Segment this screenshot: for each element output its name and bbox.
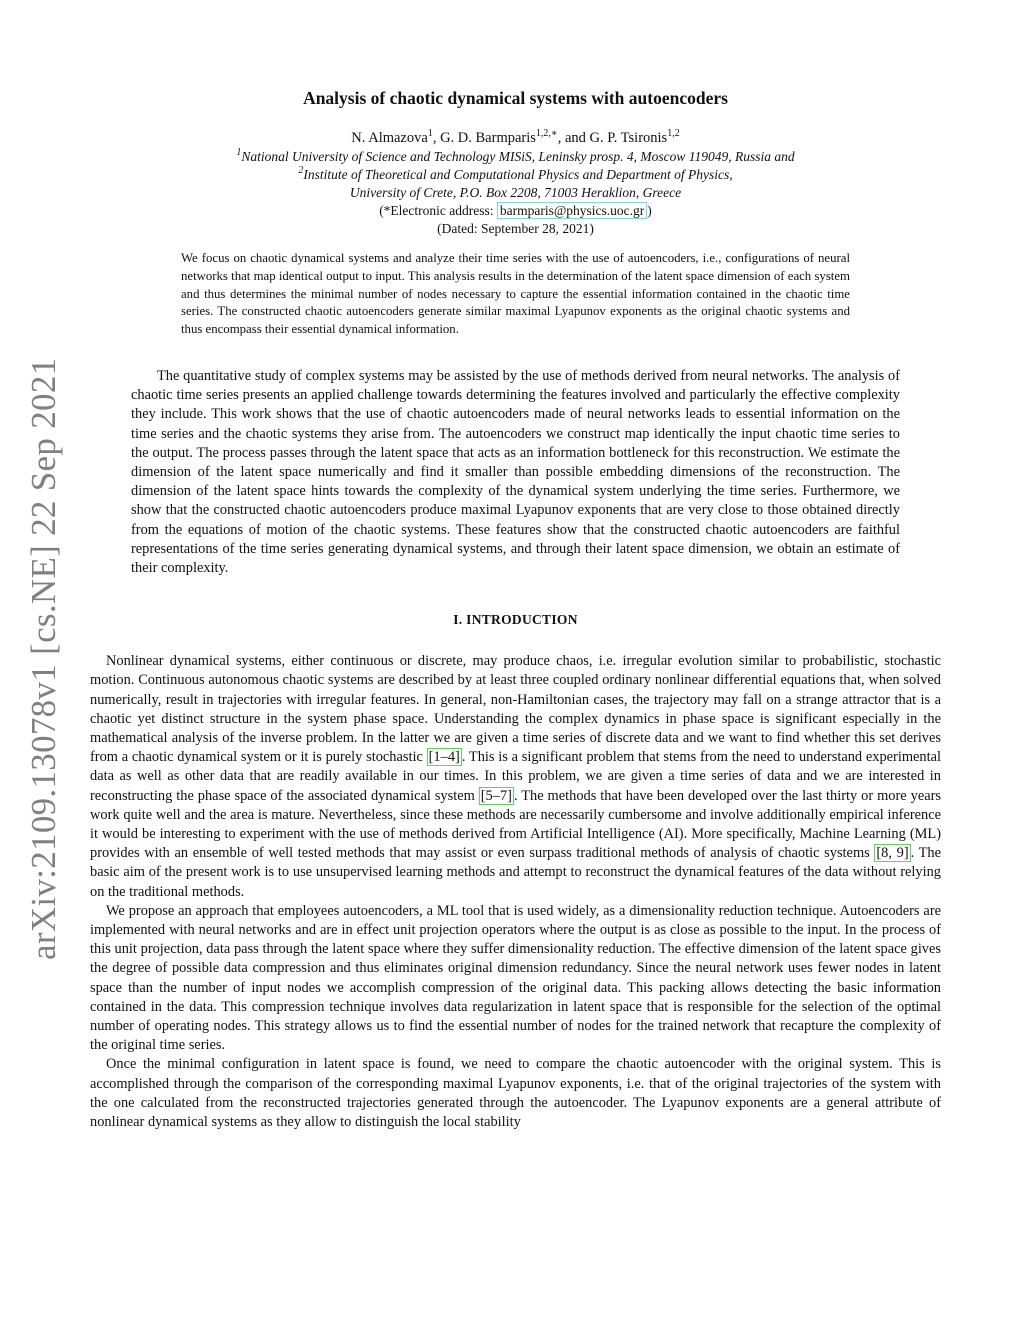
affiliation-mark: 2 [298, 165, 304, 176]
author-affiliation-mark: 1,2 [667, 128, 680, 139]
intro-paragraph-1 [90, 652, 941, 902]
author-name: G. D. Barmparis [440, 130, 536, 146]
intro-text: . The methods that have been developed over the last thirty or more years work quite well and the area is mature. Nevertheless, since these methods are necessarily cumbersome and involve additionally empirical inference it would be interesting to experiment with the use of methods derived from Artificial Intelligence (AI). More specifically, Machine Learning (ML) provides with an ensemble of well tested methods that may assist or even surpass traditional methods of analysis of chaotic systems [90, 787, 941, 862]
intro-paragraph-3: Once the minimal configuration in latent space is found, we need to compare the chaotic autoencoder with the original system. This is accomplished through the comparison of the corresponding maximal Lyapunov exponents, i.e. that of the original trajectories of the system with the one calculated from the reconstructed trajectories generated through the autoencoder. The Lyapunov exponents are a general attribute of nonlinear dynamical systems as they allow to distinguish the local stability [90, 1056, 941, 1131]
author-name: G. P. Tsironis [589, 130, 668, 146]
intro-paragraph-2: We propose an approach that employees autoencoders, a ML tool that is used widely, as a dimensionality reduction technique. Autoencoders are implemented with neural networks and are in effect unit projection operators where the output is as close as possible to the input. In the process of this unit projection, data pass through the latent space where they suffer dimensionality reduction. The effective dimension of the latent space gives the degree of possible data compression and thus eliminates original dimension redundancy. Since the neural network uses fewer nodes in latent space than the number of input nodes we accomplish compression of the original data. This packing allows detecting the basic information contained in the data. This compression technique involves data regularization in latent space that is responsible for the selection of the optimal number of operating nodes. This strategy allows us to find the essential number of nodes for the trained network that recapture the complexity of the original time series. [90, 902, 941, 1054]
arxiv-identifier: arXiv:2109.13078v1 [cs.NE] 22 Sep 2021 [24, 357, 63, 960]
affiliation-line-3: University of Crete, P.O. Box 2208, 71003 Heraklion, Greece [349, 185, 682, 200]
paper-page [90, 80, 941, 1132]
email-prefix: (*Electronic address: [379, 203, 497, 218]
abstract: We focus on chaotic dynamical systems and analyze their time series with the use of autoencoders, i.e., configurations of neural networks that map identical output to input. This analysis results in the determination of the latent space dimension of each system and thus determines the minimal number of nodes necessary to capture the essential information contained in the chaotic time series. The constructed chaotic autoencoders generate similar maximal Lyapunov exponents as the original chaotic systems and thus encompass their essential dynamical information. [181, 251, 850, 337]
email-suffix: ) [647, 203, 652, 218]
citation-link[interactable]: [8, 9] [876, 845, 909, 862]
author-separator: , and [557, 130, 590, 146]
paper-title: Analysis of chaotic dynamical systems with autoencoders [303, 88, 728, 108]
citation-link[interactable]: [5–7] [480, 787, 512, 804]
summary-paragraph: The quantitative study of complex systems may be assisted by the use of methods derived from neural networks. The analysis of chaotic time series presents an applied challenge towards determining the features involved and particularly the effective complexity they include. This work shows that the use of chaotic autoencoders made of neural networks leads to essential information on the time series and the chaotic systems they arise from. The autoencoders we construct map identically the input chaotic time series to the output. The process passes through the latent space that acts as an information bottleneck for this reconstruction. We estimate the dimension of the latent space numerically and find it smaller than possible embedding dimensions of the reconstruction. The dimension of the latent space hints towards the complexity of the dynamical system underlying the time series. Furthermore, we show that the constructed chaotic autoencoders produce maximal Lyapunov exponents that are very close to those obtained directly from the equations of motion of the chaotic systems. These features show that the constructed chaotic autoencoders are faithful representations of the time series generating dynamical systems, and through their latent space dimension, we obtain an estimate of their complexity. [131, 367, 900, 577]
intro-text: . The basic aim of the present work is to use unsupervised learning methods and attempt to reconstruct the dynamical features of the data without relying on the traditional methods. [90, 845, 941, 900]
affiliation-line-2 [90, 166, 941, 184]
author-affiliation-mark: 1,2,∗ [535, 128, 558, 139]
intro-text: . This is a significant problem that stems from the need to understand experimental data as well as other data that are readily available in our times. In this problem, we are given a time series of data and we are interested in reconstructing the phase space of the associated dynamical system [90, 749, 941, 804]
citation-link[interactable]: [1–4] [428, 749, 460, 766]
author-name: N. Almazova [351, 130, 428, 146]
section-heading-introduction: I. INTRODUCTION [453, 612, 578, 628]
author-separator: , [432, 130, 441, 146]
author-list [90, 129, 941, 148]
affiliation-line-1 [90, 148, 941, 166]
email-line [90, 202, 941, 220]
email-link[interactable]: barmparis@physics.uoc.gr [497, 202, 647, 219]
affiliation-mark: 1 [236, 147, 242, 158]
affiliation-text: Institute of Theoretical and Computational Physics and Department of Physics, [303, 167, 733, 182]
intro-text: Nonlinear dynamical systems, either continuous or discrete, may produce chaos, i.e. irregular evolution similar to probabilistic, stochastic motion. Continuous autonomous chaotic systems are described by at least three coupled ordinary nonlinear differential equations that, when solved numerically, result in trajectories with irregular features. In general, non-Hamiltonian cases, the trajectory may fall on a strange attractor that is a chaotic yet distinct structure in the system phase space. Understanding the complex dynamics in phase space is significant especially in the mathematical analysis of the inverse problem. In the latter we are given a time series of discrete data and we want to find whether this set derives from a chaotic dynamical system or it is purely stochastic [90, 653, 941, 766]
affiliation-text: National University of Science and Technology MISiS, Leninsky prosp. 4, Moscow 119049, Russia and [241, 149, 795, 164]
date-line: (Dated: September 28, 2021) [437, 221, 594, 236]
author-affiliation-mark: 1 [427, 128, 433, 139]
